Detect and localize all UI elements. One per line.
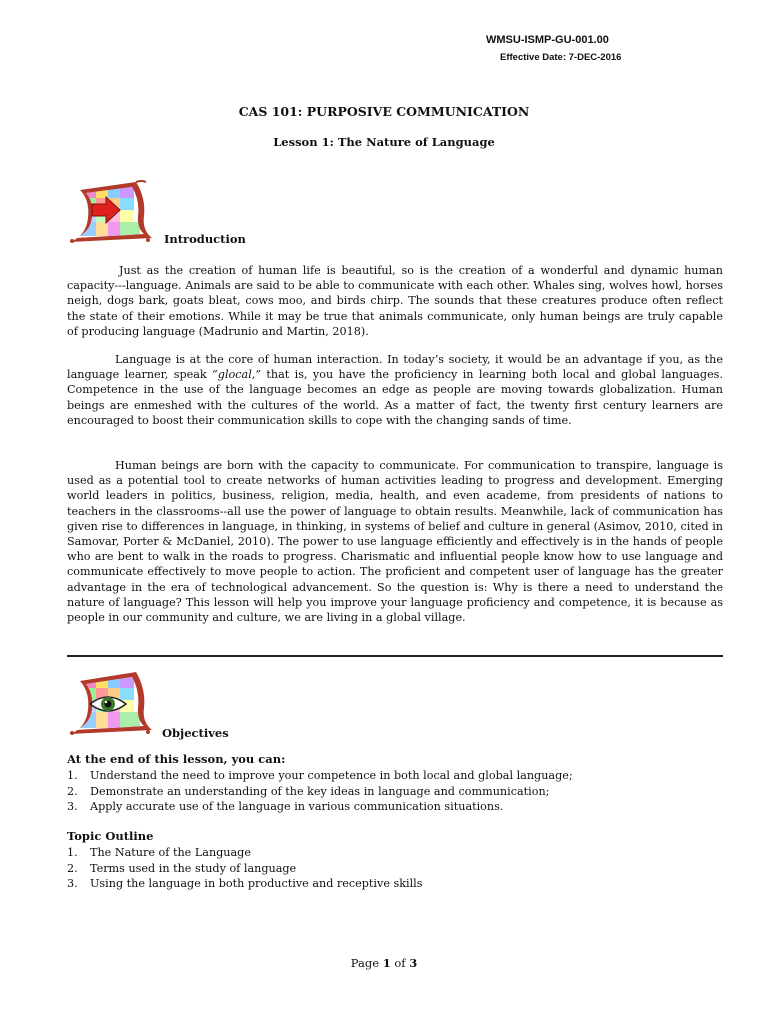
intro-paragraph-3: Human beings are born with the capacity to communicate. For communication to transpire, language is used as a potential tool to create networks of human activities leading to progress and development. Emerging world leaders in politics, business, religion, media, health, and even academe, from presidents of nations to teachers in the classrooms--all use the power of language to obtain results. Meanwhile, lack of communication has given rise to differences in language, in thinking, in systems of belief and culture in general (Asimov, 2010, cited in Samovar, Porter & McDaniel, 2010). The power to use language efficiently and effectively is in the hands of people who are bent to walk in the roads to progress. Charismatic and influential people know how to use language and communicate effectively to move people to action. The proficient and competent user of language has the greater advantage in the era of technological advancement. So the question is: Why is there a need to understand the nature of language? This lesson will help you improve your language proficiency and competence, it is because as people in our community and culture, we are living in a global village.	[67, 459, 723, 625]
eye-banner-icon	[66, 668, 158, 736]
list-item: 1. The Nature of the Language	[67, 846, 251, 859]
topic-outline-list	[67, 845, 723, 892]
document-code: WMSU-ISMP-GU-001.00	[486, 34, 609, 46]
lesson-title: Lesson 1: The Nature of Language	[273, 135, 495, 149]
objectives-lead: At the end of this lesson, you can:	[67, 752, 286, 766]
pointing-arrow-banner-icon	[66, 178, 158, 244]
section-divider	[67, 655, 723, 657]
course-title: CAS 101: PURPOSIVE COMMUNICATION	[238, 104, 530, 119]
glocal-emphasis: “glocal,”	[212, 368, 262, 382]
list-item: 2. Demonstrate an understanding of the key ideas in language and communication;	[67, 784, 550, 798]
objectives-list	[67, 768, 723, 815]
page-number: Page 1 of 3	[350, 956, 418, 970]
intro-paragraph-1: Just as the creation of human life is beautiful, so is the creation of a wonderful and dynamic human capacity---language. Animals are said to be able to communicate with each other. Whales sing, wolves howl, horses neigh, dogs bark, goats bleat, cows moo, and birds chirp. The sounds that these creatures produce often reflect the state of their emotions. While it may be true that animals communicate, only human beings are truly capable of producing language (Madrunio and Martin, 2018).	[67, 264, 723, 338]
intro-paragraph-2: Language is at the core of human interaction. In today’s society, it would be an advantage if you, as the language learner, speak “glocal,” that is, you have the proficiency in learning both local and global languages. Competence in the use of the language becomes an edge as people are moving towards globalization. Human beings are enmeshed with the cultures of the world. As a matter of fact, the twenty first century learners are encouraged to boost their communication skills to cope with the changing sands of time.	[67, 353, 723, 427]
topic-outline-heading: Topic Outline	[67, 829, 154, 843]
list-item: 2. Terms used in the study of language	[67, 861, 297, 875]
introduction-heading: Introduction	[164, 232, 246, 246]
list-item: 3. Using the language in both productive and receptive skills	[67, 877, 423, 890]
objectives-heading: Objectives	[162, 726, 229, 740]
effective-date: Effective Date: 7-DEC-2016	[500, 52, 622, 63]
list-item: 3. Apply accurate use of the language in various communication situations.	[67, 800, 504, 813]
list-item: 1. Understand the need to improve your competence in both local and global language;	[67, 769, 573, 782]
